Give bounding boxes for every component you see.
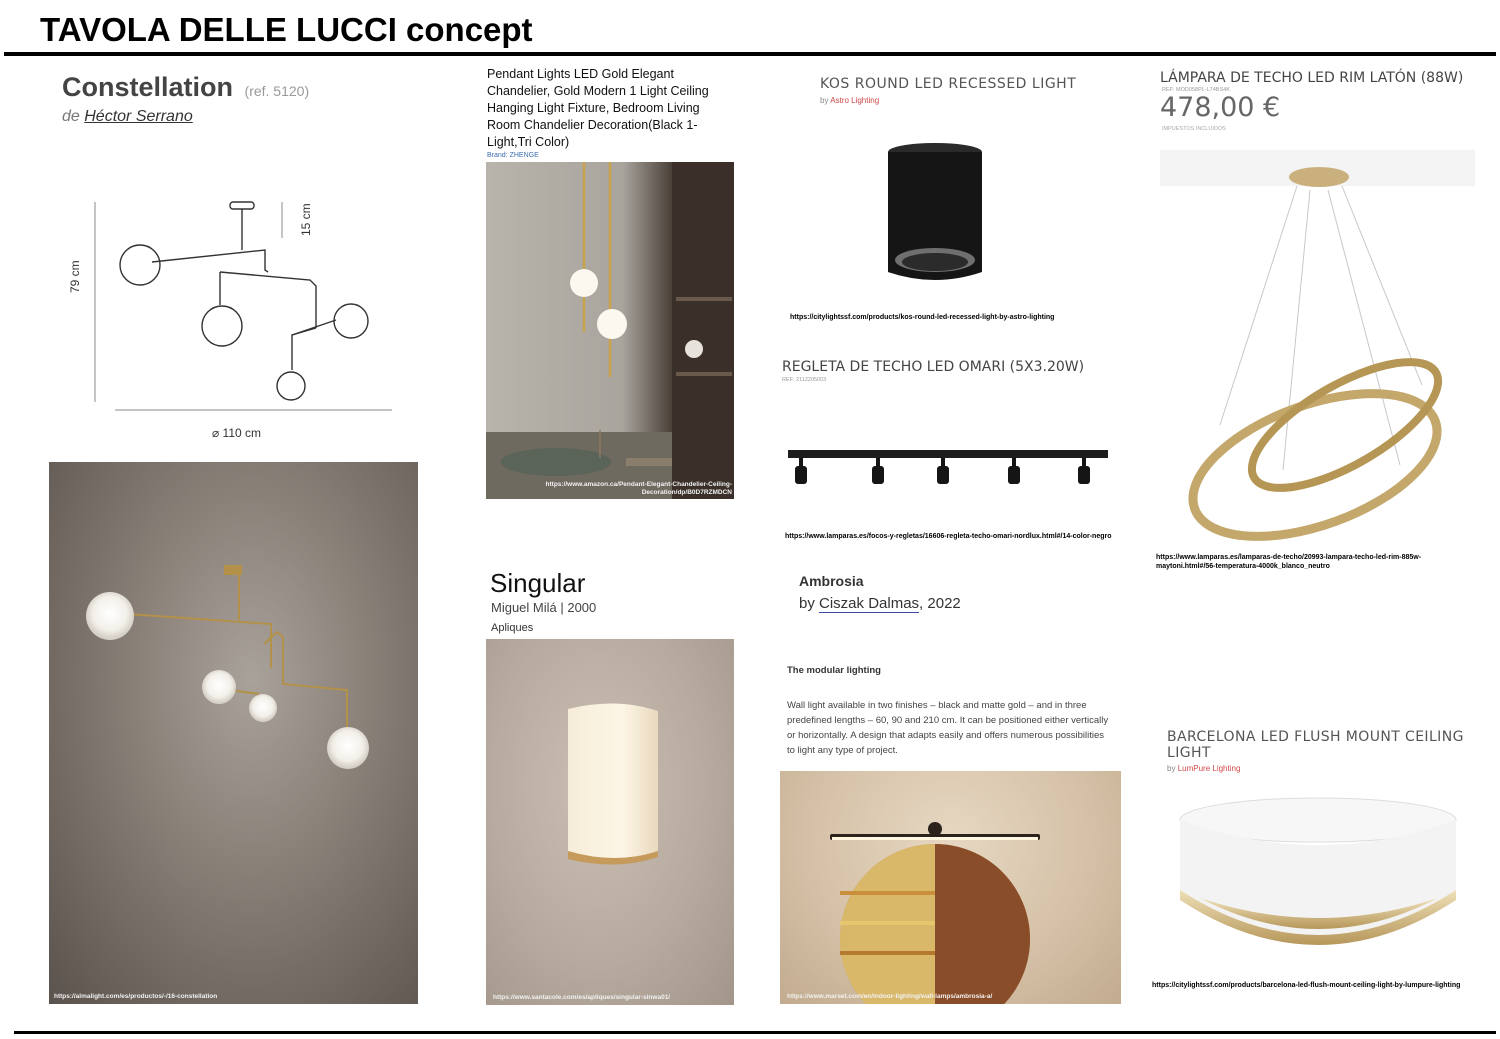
regleta-source-url[interactable]: https://www.lamparas.es/focos-y-regletas/16606-regleta-techo-omari-nordlux.html#/14-color-negro xyxy=(785,533,1112,540)
singular-title: Singular xyxy=(490,568,586,598)
ambrosia-designer-link[interactable]: Ciszak Dalmas xyxy=(819,595,920,612)
kos-brand-line xyxy=(820,96,879,105)
constellation-name: Constellation xyxy=(62,72,234,102)
barcelona-source-url[interactable]: https://citylightssf.com/products/barcelona-led-flush-mount-ceiling-light-by-lumpure-lighting xyxy=(1152,982,1461,989)
page-title: TAVOLA DELLE LUCCI concept xyxy=(40,11,533,48)
constellation-by-prefix: de xyxy=(62,108,80,125)
constellation-designer-line xyxy=(62,108,193,126)
barcelona-product-image xyxy=(1170,790,1465,965)
ambrosia-photo xyxy=(780,771,1121,1004)
pendant-brand[interactable]: Brand: ZHENGE xyxy=(487,152,539,159)
singular-photo xyxy=(486,639,734,1005)
arm-4 xyxy=(292,328,316,370)
top-divider xyxy=(4,52,1496,56)
pendant-title: Pendant Lights LED Gold Elegant Chandelier, Gold Modern 1 Light Ceiling Hanging Light Fixture, Bedroom Living Room Chandelier Decoration(Black 1-Light,Tri Color) xyxy=(487,67,709,149)
constellation-designer-link[interactable]: Héctor Serrano xyxy=(84,108,193,125)
kos-by-prefix: by xyxy=(820,96,829,105)
regleta-product-image xyxy=(785,440,1110,500)
regleta-title: REGLETA DE TECHO LED OMARI (5X3.20W) xyxy=(782,359,1085,375)
ambrosia-year: , 2022 xyxy=(919,595,961,612)
dimension-top: 15 cm xyxy=(299,203,313,236)
pendant-photo xyxy=(486,162,734,499)
barcelona-brand-link[interactable]: LumPure Lighting xyxy=(1177,764,1241,773)
rim-ref: REF: MOD058PL-L74BS4K xyxy=(1162,87,1230,93)
kos-brand-link[interactable]: Astro Lighting xyxy=(830,96,880,105)
arm-2 xyxy=(220,272,316,328)
singular-category[interactable]: Apliques xyxy=(491,622,534,634)
constellation-source-url[interactable]: https://almalight.com/es/productos/-/16-constellation xyxy=(54,993,218,1000)
dimension-height: 79 cm xyxy=(68,260,82,293)
kos-product-image xyxy=(880,140,990,290)
ambrosia-designer-line xyxy=(799,595,961,612)
rim-product-image xyxy=(1160,150,1475,545)
globe-3 xyxy=(334,304,368,338)
regleta-ref: REF: 2112205003 xyxy=(782,377,827,383)
constellation-technical-drawing xyxy=(60,190,420,450)
barcelona-title: BARCELONA LED FLUSH MOUNT CEILING LIGHT xyxy=(1167,729,1464,761)
singular-designer: Miguel Milá | 2000 xyxy=(491,600,597,615)
ambrosia-title: Ambrosia xyxy=(799,573,864,589)
constellation-title xyxy=(62,72,309,103)
globe-1 xyxy=(120,245,160,285)
ambrosia-subtitle: The modular lighting xyxy=(787,665,881,676)
rim-tax-note: IMPUESTOS INCLUIDOS xyxy=(1162,126,1226,132)
dimension-diameter: ⌀ 110 cm xyxy=(212,426,262,440)
barcelona-brand-line xyxy=(1167,764,1240,773)
ambrosia-source-url[interactable]: https://www.marset.com/en/indoor-lighting/wall-lamps/ambrosia-a/ xyxy=(787,993,993,1000)
rim-source-url[interactable]: https://www.lamparas.es/lamparas-de-techo/20993-lampara-techo-led-rim-885w-maytoni.html#/56-temperatura-4000k_blanco_neutro xyxy=(1156,554,1422,570)
ambrosia-description: Wall light available in two finishes – black and matte gold – and in three predefined lengths – 60, 90 and 210 cm. It can be positioned either vertically or horizontally. A design that adapts easily and offers numerous possibilities to light any type of project. xyxy=(787,700,1109,756)
constellation-ref: (ref. 5120) xyxy=(244,83,310,99)
ambrosia-by-prefix: by xyxy=(799,595,815,612)
globe-4 xyxy=(277,372,305,400)
pendant-source-url[interactable]: https://www.amazon.ca/Pendant-Elegant-Chandelier-Ceiling-Decoration/dp/B0D7RZMDCN xyxy=(545,481,732,496)
kos-title: KOS ROUND LED RECESSED LIGHT xyxy=(820,76,1077,92)
arm-1 xyxy=(152,250,268,272)
globe-2 xyxy=(202,306,242,346)
singular-source-url[interactable]: https://www.santacole.com/es/apliques/singular-sinwa01/ xyxy=(493,994,671,1001)
rim-title: LÁMPARA DE TECHO LED RIM LATÓN (88W) xyxy=(1160,70,1464,86)
rim-price: 478,00 € xyxy=(1160,92,1281,123)
bottom-divider xyxy=(14,1031,1496,1034)
barcelona-by-prefix: by xyxy=(1167,764,1176,773)
kos-source-url[interactable]: https://citylightssf.com/products/kos-round-led-recessed-light-by-astro-lighting xyxy=(790,314,1055,321)
ceiling-canopy xyxy=(230,202,254,209)
constellation-photo xyxy=(49,462,418,1004)
